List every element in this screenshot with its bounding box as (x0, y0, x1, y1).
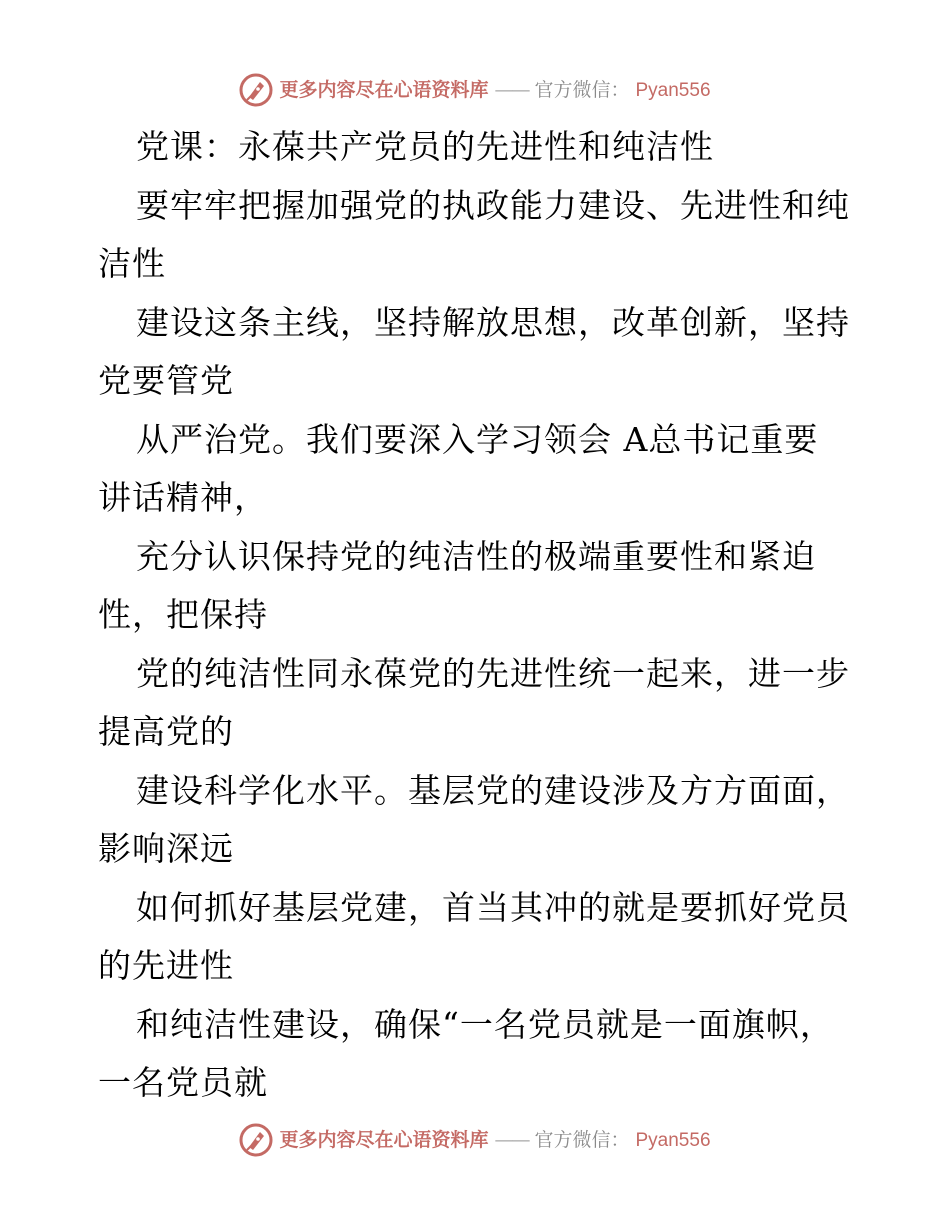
pen-nib-logo-icon (239, 73, 273, 107)
text-line: 建设这条主线，坚持解放思想，改革创新，坚持 (136, 302, 850, 342)
text-line: 充分认识保持党的纯洁性的极端重要性和紧迫 (136, 536, 816, 576)
text-line: 从严治党。我们要深入学习领会 A总书记重要 (136, 419, 819, 459)
footer-banner (0, 1120, 950, 1160)
text-line: 讲话精神， (98, 478, 268, 517)
banner-wechat-label: 官方微信： (534, 78, 630, 101)
text-line: 党的纯洁性同永葆党的先进性统一起来，进一步 (136, 653, 850, 693)
text-line: 建设科学化水平。基层党的建设涉及方方面面， (136, 770, 850, 810)
banner-wechat-id: Pyan556 (635, 1129, 711, 1151)
text-line: 和纯洁性建设，确保“一名党员就是一面旗帜， (136, 1004, 834, 1044)
banner-dash: —— (494, 1128, 529, 1151)
banner-wechat-id: Pyan556 (635, 79, 711, 101)
document-body (98, 118, 858, 1113)
pen-nib-logo-icon (239, 1123, 273, 1157)
header-banner (0, 70, 950, 110)
banner-site-text: 更多内容尽在心语资料库 (279, 1128, 489, 1151)
banner-dash: —— (494, 78, 529, 101)
text-line: 如何抓好基层党建，首当其冲的就是要抓好党员 (136, 887, 850, 927)
text-line: 洁性 (98, 244, 166, 283)
text-line: 性，把保持 (98, 595, 268, 634)
banner-site-text: 更多内容尽在心语资料库 (279, 78, 489, 101)
text-line: 提高党的 (98, 712, 234, 751)
text-line: 的先进性 (98, 946, 234, 985)
text-line: 要牢牢把握加强党的执政能力建设、先进性和纯 (136, 185, 850, 225)
text-line: 党要管党 (98, 361, 234, 400)
text-line: 影响深远 (98, 829, 234, 868)
document-title: 党课：永葆共产党员的先进性和纯洁性 (136, 127, 714, 166)
text-line: 一名党员就 (98, 1063, 268, 1102)
banner-wechat-label: 官方微信： (534, 1128, 630, 1151)
